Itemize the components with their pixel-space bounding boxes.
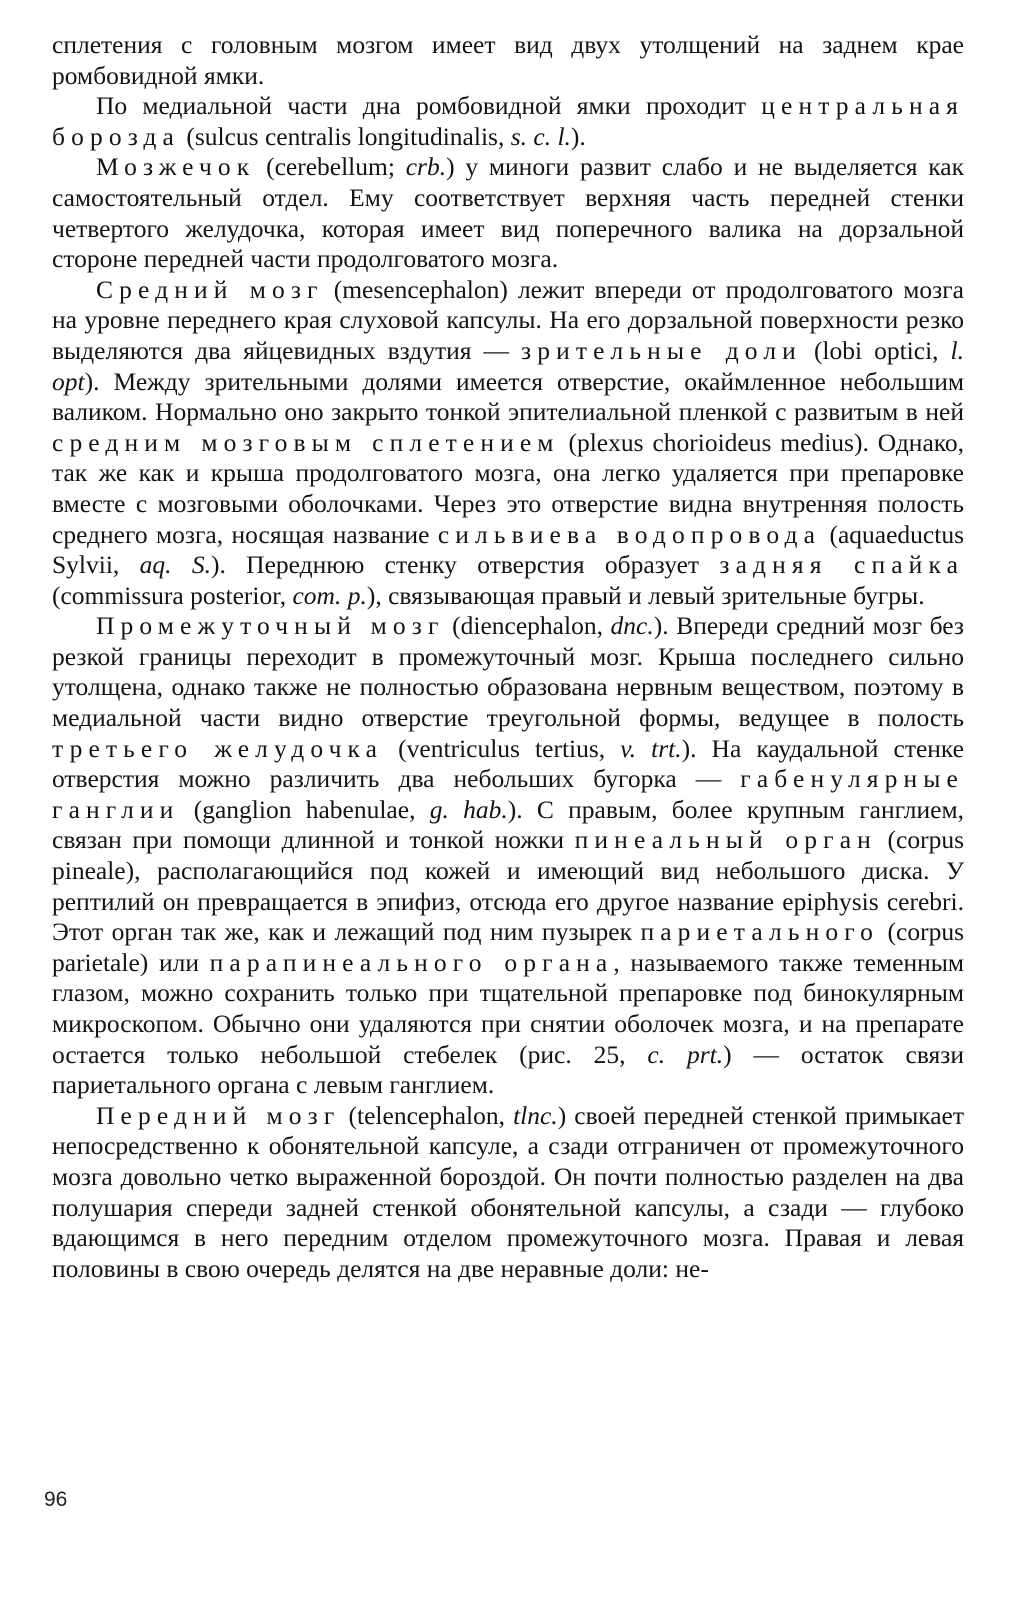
spaced-term: средним мозговым сплетением: [52, 427, 560, 457]
italic-abbreviation: tlnc.: [513, 1100, 558, 1130]
italic-abbreviation: com. p.: [292, 580, 367, 610]
italic-abbreviation: dnc.: [610, 611, 654, 641]
paragraph-cerebellum: [52, 152, 964, 274]
text-run: ) своей передней стенкой примыкает непосредственно к обонятельной капсуле, а сзади отграничен от промежуточного мозга довольно четко выраженной бороздой. Он почти полностью разделен на два полушария спереди задней стенкой обонятельной капсулы, а сзади — глубоко вдающимся в него передним отделом промежуточного мозга. Правая и левая половины в свою очередь делятся на две неравные доли: не-: [52, 1100, 964, 1283]
page-body: [52, 30, 964, 1284]
text-run: ). Переднюю стенку отверстия образует: [210, 550, 720, 580]
paragraph-central-sulcus: [52, 91, 964, 152]
spaced-term: третьего желудочка: [52, 733, 384, 763]
text-run: (aquaeductus Sylvii,: [52, 519, 964, 580]
spaced-term: центральная борозда: [52, 91, 964, 151]
paragraph-choroid-plexus-end: [52, 30, 964, 91]
spaced-term: парапинеального органа: [209, 947, 614, 977]
text-run: (corpus pineale), располагающийся под кожей и имеющий вид небольшого диска. У рептилий он превращается в эпифиз, отсюда его другое название epiphysis cerebri. Этот орган так же, как и лежащий под ним пузырек: [52, 825, 964, 947]
spaced-term: зрительные доли: [521, 335, 802, 365]
italic-abbreviation: aq. S.: [139, 550, 211, 580]
spaced-term: габенулярные ганглии: [52, 764, 964, 824]
italic-abbreviation: crb.: [405, 152, 447, 182]
text-run: (lobi optici,: [801, 335, 951, 365]
spaced-term: сильвиева водопровода: [437, 519, 822, 549]
italic-abbreviation: g. hab.: [429, 794, 508, 824]
spaced-term: Мозжечок: [96, 152, 256, 182]
text-run: сплетения с головным мозгом имеет вид двух утолщений на заднем крае ромбовидной ямки.: [52, 30, 964, 90]
text-run: (cerebellum;: [255, 152, 406, 182]
spaced-term: Промежуточный мозг: [96, 611, 445, 641]
spaced-term: париетального: [640, 917, 880, 947]
text-run: (commissura posterior,: [52, 580, 293, 610]
text-run: (sulcus centralis longitudinalis,: [179, 121, 511, 151]
text-run: ). На каудальной стенке отверстия можно различить два небольших бугорка —: [52, 733, 964, 794]
text-run: По медиальной части дна ромбовидной ямки проходит: [96, 91, 762, 121]
text-run: ).: [570, 121, 586, 151]
italic-abbreviation: v. trt.: [620, 733, 682, 763]
text-run: (corpus parietale) или: [52, 917, 964, 977]
text-run: ). Между зрительными долями имеется отверстие, окаймленное небольшим валиком. Нормально оно закрыто тонкой эпителиальной пленкой с развитым в ней: [52, 366, 964, 427]
text-run: (diencephalon,: [444, 611, 611, 641]
text-run: (ganglion habenulae,: [179, 794, 430, 824]
italic-abbreviation: l. opt: [52, 335, 964, 396]
paragraph-mesencephalon: [52, 275, 964, 612]
spaced-term: пинеальный орган: [574, 825, 877, 855]
page-number: 96: [44, 1488, 68, 1511]
italic-abbreviation: s. c. l.: [510, 121, 571, 151]
text-run: ) — остаток связи париетального органа с левым ганглием.: [52, 1039, 964, 1100]
text-run: (plexus chorioideus medius). Однако, так же как и крыша продолговатого мозга, она легко удаляется при препаровке вместе с мозговыми оболочками. Через это отверстие видна внутренняя полость среднего мозга, носящая название: [52, 427, 964, 549]
spaced-term: Средний мозг: [96, 274, 324, 304]
text-run: (telencephalon,: [340, 1100, 514, 1130]
spaced-term: задняя спайка: [719, 550, 965, 580]
paragraph-diencephalon: [52, 611, 964, 1101]
paragraph-telencephalon: [52, 1101, 964, 1285]
text-run: ). Впереди средний мозг без резкой границы переходит в промежуточный мозг. Крыша последнего сильно утолщена, однако также не полностью образована нервным веществом, поэтому в медиальной части видно отверстие треугольной формы, ведущее в полость: [52, 611, 964, 733]
spaced-term: Передний мозг: [96, 1100, 341, 1130]
text-run: (ventriculus tertius,: [383, 733, 621, 763]
text-run: ). С правым, более крупным ганглием, связан при помощи длинной и тонкой ножки: [52, 794, 964, 855]
text-run: ) у миноги развит слабо и не выделяется как самостоятельный отдел. Ему соответствует верхняя часть передней стенки четвертого желудочка, которая имеет вид поперечного валика на дорзальной стороне передней части продолговатого мозга.: [52, 152, 964, 274]
text-run: , называемого также теменным глазом, можно сохранить только при тщательной препаровке под бинокулярным микроскопом. Обычно они удаляются при снятии оболочек мозга, и на препарате остается только небольшой стебелек (рис. 25,: [52, 947, 965, 1069]
text-run: ), связывающая правый и левый зрительные бугры.: [366, 580, 925, 610]
text-run: (mesencephalon) лежит впереди от продолговатого мозга на уровне переднего края слуховой капсулы. На его дорзальной поверхности резко выделяются два яйцевидных вздутия —: [52, 274, 964, 365]
italic-abbreviation: c. prt.: [647, 1039, 724, 1069]
